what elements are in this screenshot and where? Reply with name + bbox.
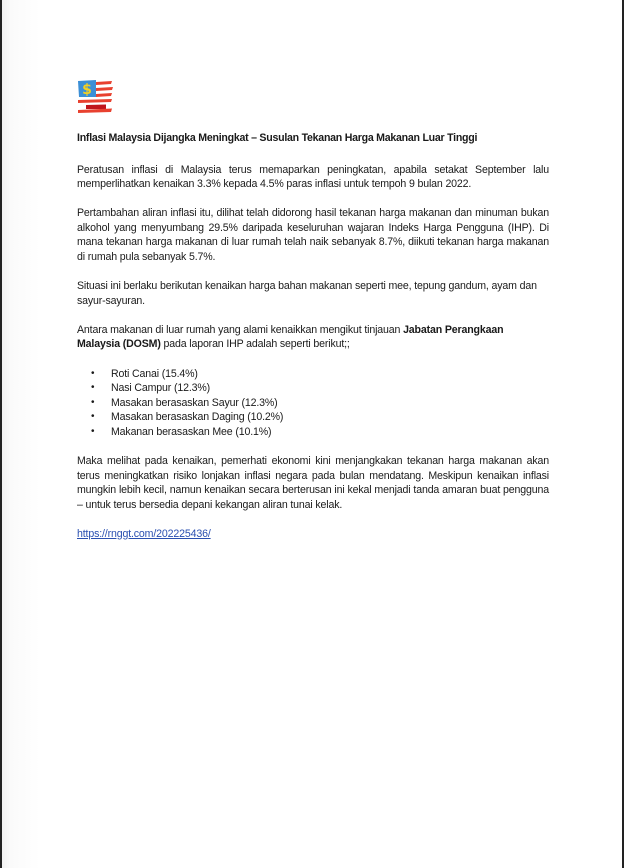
paragraph-list-intro <box>77 323 549 352</box>
list-intro-text: Antara makanan di luar rumah yang alami kenaikkan mengikut tinjauan <box>77 323 404 336</box>
bullet-icon: • <box>91 382 95 394</box>
paragraph-situation: Situasi ini berlaku berikutan kenaikan harga bahan makanan seperti mee, tepung gandum, ayam dan sayur-sayuran. <box>77 280 537 307</box>
logo-dollar-sign: $ <box>82 82 92 98</box>
list-item <box>91 381 549 396</box>
logo-stripe <box>78 109 112 114</box>
logo-stripe-dark <box>86 105 106 110</box>
source-link-row <box>77 527 549 542</box>
logo-stripe <box>96 93 112 97</box>
list-item <box>91 425 549 440</box>
logo-stripe <box>96 81 112 85</box>
bullet-icon: • <box>91 367 95 379</box>
list-intro-tail: pada laporan IHP adalah seperti berikut;; <box>160 338 350 351</box>
list-item-text: Masakan berasaskan Daging (10.2%) <box>111 411 284 424</box>
dollar-flag-logo-icon <box>76 78 114 114</box>
paragraph-intro: Peratusan inflasi di Malaysia terus memaparkan peningkatan, apabila setakat September lalu memperlihatkan kenaikan 3.3% kepada 4.5% paras inflasi untuk tempoh 9 bulan 2022. <box>77 163 549 191</box>
source-link[interactable]: https://rnggt.com/202225436/ <box>77 527 211 540</box>
list-item-text: Nasi Campur (12.3%) <box>111 382 211 395</box>
dosm-source: Jabatan Perangkaan Malaysia (DOSM) <box>77 323 504 351</box>
list-item-text: Makanan berasaskan Mee (10.1%) <box>111 425 272 438</box>
food-price-list <box>77 367 549 440</box>
list-item-text: Masakan berasaskan Sayur (12.3%) <box>111 396 278 409</box>
list-item <box>91 367 549 382</box>
bullet-icon: • <box>91 425 95 437</box>
list-item <box>91 396 549 411</box>
paragraph-drivers: Pertambahan aliran inflasi itu, dilihat telah didorong hasil tekanan harga makanan dan minuman bukan alkohol yang menyumbang 29.5% daripada keseluruhan wajaran Indeks Harga Pengguna (IHP). Di mana tekanan harga makanan di luar rumah telah naik sebanyak 8.7%, diikuti tekanan harga makanan di rumah pula sebanyak 5.7%. <box>77 207 549 264</box>
paragraph-closing: Maka melihat pada kenaikan, pemerhati ekonomi kini menjangkakan tekanan harga makanan akan terus meningkatkan risiko lonjakan inflasi negara pada bulan mendatang. Meskipun kenaikan inflasi mungkin lebih kecil, namun kenaikan secara berterusan ini kekal menjadi tanda amaran buat pengguna – untuk terus bersedia depani kekangan aliran tunai kelak. <box>77 455 549 511</box>
bullet-icon: • <box>91 411 95 423</box>
list-item-text: Roti Canai (15.4%) <box>111 367 198 380</box>
bullet-icon: • <box>91 396 95 408</box>
logo-stripe <box>78 99 112 103</box>
page-edge-left <box>0 0 2 868</box>
list-item <box>91 410 549 425</box>
article-body <box>77 131 549 556</box>
article-title: Inflasi Malaysia Dijangka Meningkat – Susulan Tekanan Harga Makanan Luar Tinggi <box>77 132 478 144</box>
logo-stripe <box>96 87 113 91</box>
